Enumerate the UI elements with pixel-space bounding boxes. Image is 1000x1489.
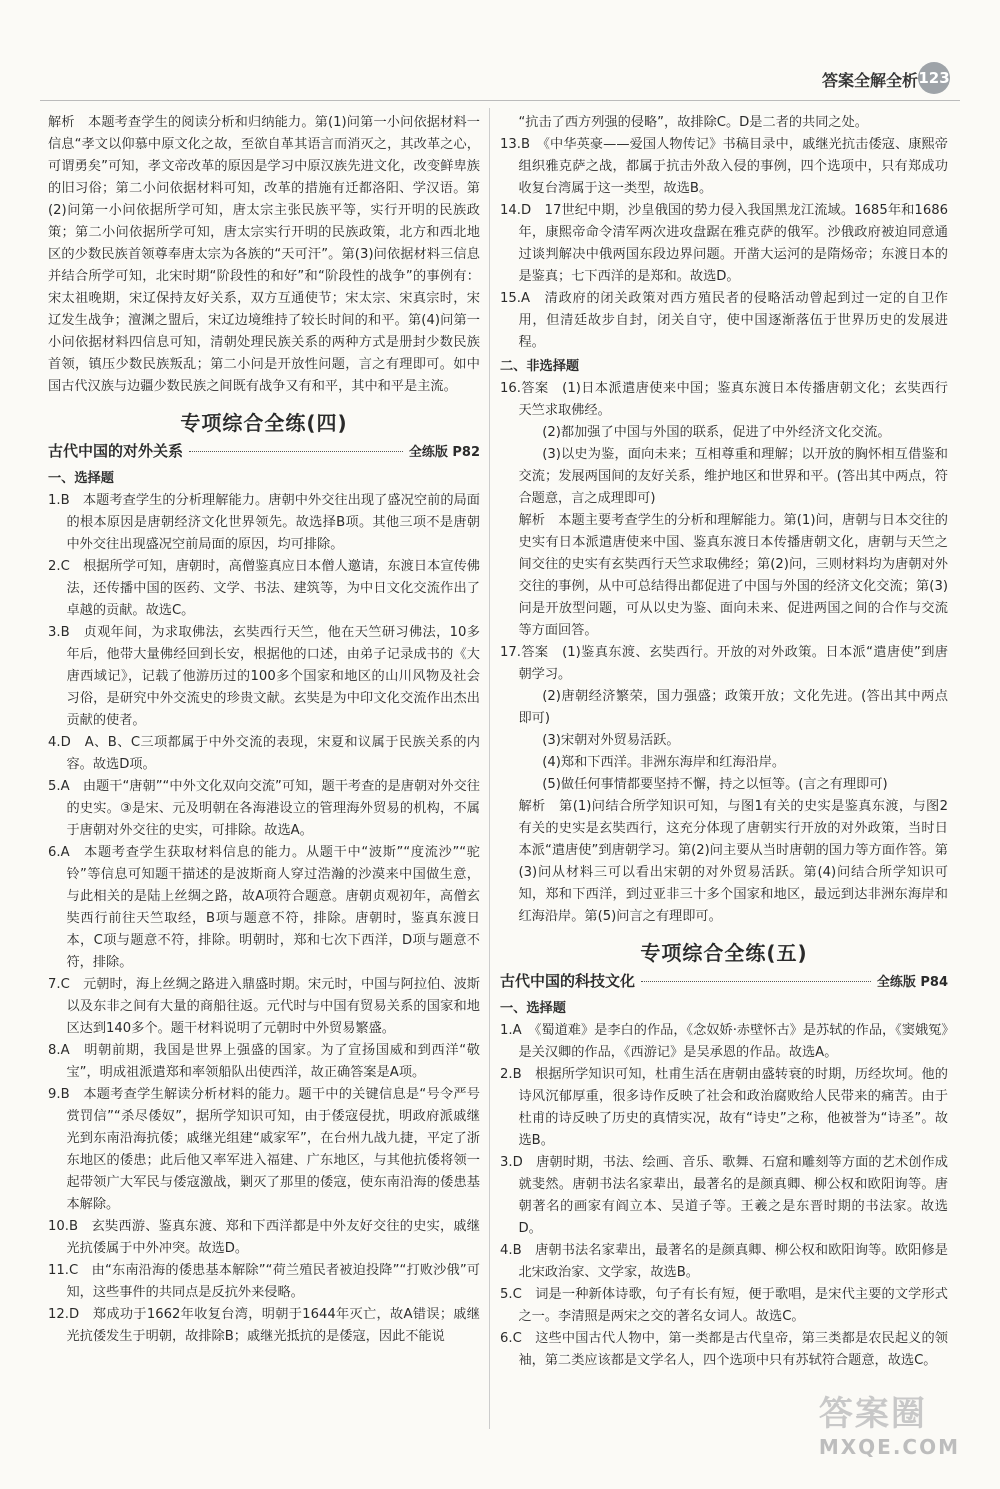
answer-subitem: (2)都加强了中国与外国的联系，促进了中外经济文化交流。 [542, 425, 891, 440]
watermark-url: MXQE.COM [818, 1435, 960, 1459]
answer-item: 5.C 词是一种新体诗歌，句子有长有短，便于歌唱，是宋代主要的文学形式之一。李清照是两宋之交的著名女词人。故选C。 [500, 1287, 948, 1324]
section-subtitle-text: 古代中国的对外关系 [48, 442, 184, 460]
answer-item: 1.A 《蜀道难》是李白的作品，《念奴娇·赤壁怀古》是苏轼的作品，《窦娥冤》是关汉卿的作品，《西游记》是吴承恩的作品。故选A。 [500, 1023, 948, 1060]
answer-subitem: (3)宋朝对外贸易活跃。 [542, 733, 680, 748]
answer-subitem: (2)唐朝经济繁荣，国力强盛；政策开放；文化先进。(答出其中两点即可) [518, 689, 948, 726]
answer-subitem: (4)郑和下西洋。非洲东海岸和红海沿岸。 [542, 755, 786, 770]
answer-item: 13.B 《中华英豪——爱国人物传记》书稿目录中，戚继光抗击倭寇、康熙帝组织雅克萨之战，都属于抗击外敌入侵的事例，四个选项中，只有郑成功收复台湾属于这一类型，故选B。 [500, 137, 948, 196]
left-column [48, 112, 480, 1348]
answer-item: 7.C 元朝时，海上丝绸之路进入鼎盛时期。宋元时，中国与阿拉伯、波斯以及东非之间有大量的商船往返。元代时与中国有贸易关系的国家和地区达到140多个。题干材料说明了元朝时中外贸易繁盛。 [48, 977, 480, 1036]
header-rule [40, 100, 960, 101]
watermark [819, 1386, 960, 1459]
answer-item: 12.D 郑成功于1662年收复台湾，明朝于1644年灭亡，故A错误；戚继光抗倭发生于明朝，故排除B；戚继光抵抗的是倭寇，因此不能说 [48, 1307, 480, 1344]
answer-item: 10.B 玄奘西游、鉴真东渡、郑和下西洋都是中外友好交往的史实，戚继光抗倭属于中外冲突。故选D。 [48, 1219, 480, 1256]
leader-dots [189, 451, 403, 452]
analysis-subitem: 解析 本题主要考查学生的分析和理解能力。第(1)问，唐朝与日本交往的史实有日本派遣唐使来中国、鉴真东渡日本传播唐朝文化，唐朝与天竺之间交往的史实有玄奘西行天竺求取佛经；第(2)问，三则材料均为唐朝对外交往的事例，从中可总结得出都促进了中国与外国的经济文化交流；第(3)问是开放型问题，可从以史为鉴、面向未来、促进两国之间的合作与交流等方面回答。 [518, 513, 948, 638]
section-ref: 全练版 P82 [408, 445, 480, 460]
category-heading: 一、选择题 [48, 471, 114, 486]
answer-item: 2.B 根据所学知识可知，杜甫生活在唐朝由盛转衰的时期，历经坎坷。他的诗风沉郁厚重，很多诗作反映了社会和政治腐败给人民带来的痛苦。由于杜甫的诗反映了历史的真情实况，故有“诗史”之称，他被誉为“诗圣”。故选B。 [500, 1067, 948, 1148]
section-title-4: 专项综合全练(四) [180, 411, 348, 435]
section-ref: 全练版 P84 [876, 975, 948, 990]
continuation-text: “抗击了西方列强的侵略”，故排除C。D是二者的共同之处。 [518, 115, 868, 130]
section-title-5: 专项综合全练(五) [640, 941, 808, 965]
page-number-badge: 123 [918, 62, 950, 94]
answer-subitem: (3)以史为鉴，面向未来；互相尊重和理解；以开放的胸怀相互借鉴和交流；发展两国间的友好关系，维护地区和世界和平。(答出其中两点，符合题意，言之成理即可) [518, 447, 948, 506]
category-heading: 一、选择题 [500, 1001, 566, 1016]
section-subtitle-5 [500, 970, 948, 994]
answer-item: 4.B 唐朝书法名家辈出，最著名的是颜真卿、柳公权和欧阳询等。欧阳修是北宋政治家、文学家，故选B。 [500, 1243, 948, 1280]
answer-item: 6.A 本题考查学生获取材料信息的能力。从题干中“波斯”“度流沙”“驼铃”等信息可知题干描述的是波斯商人穿过浩瀚的沙漠来中国做生意，与此相关的是陆上丝绸之路，故A项符合题意。唐朝贞观初年，高僧玄奘西行前往天竺取经，B项与题意不符，排除。唐朝时，鉴真东渡日本，C项与题意不符，排除。明朝时，郑和七次下西洋，D项与题意不符，排除。 [48, 845, 480, 970]
answer-item: 1.B 本题考查学生的分析理解能力。唐朝中外交往出现了盛况空前的局面的根本原因是唐朝经济文化世界领先。故选择B项。其他三项不是唐朝中外交往出现盛况空前局面的原因，均可排除。 [48, 493, 480, 552]
answer-item: 14.D 17世纪中期，沙皇俄国的势力侵入我国黑龙江流域。1685年和1686年，康熙帝命令清军两次进攻盘踞在雅克萨的俄军。沙俄政府被迫同意通过谈判解决中俄两国东段边界问题。开凿大运河的是隋炀帝；东渡日本的是鉴真；七下西洋的是郑和。故选D。 [500, 203, 948, 284]
answer-subitem: (5)做任何事情都要坚持不懈，持之以恒等。(言之有理即可) [542, 777, 888, 792]
answer-item: 11.C 由“东南沿海的倭患基本解除”“荷兰殖民者被迫投降”“打败沙俄”可知，这些事件的共同点是反抗外来侵略。 [48, 1263, 480, 1300]
section-subtitle-4 [48, 440, 480, 464]
analysis-subitem: 解析 第(1)问结合所学知识可知，与图1有关的史实是鉴真东渡，与图2有关的史实是玄奘西行，这充分体现了唐朝实行开放的对外政策，当时日本派“遣唐使”到唐朝学习。第(2)问主要从当时唐朝的国力等方面作答。第(3)问从材料三可以看出宋朝的对外贸易活跃。第(4)问结合所学知识可知，郑和下西洋，到过亚非三十多个国家和地区，最远到达非洲东海岸和红海沿岸。第(5)问言之有理即可。 [518, 799, 948, 924]
watermark-logo-text: 答案圈 [818, 1394, 927, 1434]
category-heading: 二、非选择题 [500, 359, 580, 374]
answer-item: 3.B 贞观年间，为求取佛法，玄奘西行天竺，他在天竺研习佛法，10多年后，他带大量佛经回到长安，根据他的口述，由弟子记录成书的《大唐西域记》，记载了他游历过的100多个国家和地区的山川风物及社会习俗，是研究中外交流史的珍贵文献。玄奘是为中印文化交流作出杰出贡献的使者。 [48, 625, 480, 728]
page-header-title: 答案全解全析 [821, 71, 918, 90]
answer-item: 4.D A、B、C三项都属于中外交流的表现，宋夏和议属于民族关系的内容。故选D项。 [48, 735, 480, 772]
answer-item: 16.答案 (1)日本派遣唐使来中国；鉴真东渡日本传播唐朝文化；玄奘西行天竺求取佛经。 [500, 381, 948, 418]
answer-item: 9.B 本题考查学生解读分析材料的能力。题干中的关键信息是“号令严号赏罚信”“杀尽倭奴”，据所学知识可知，由于倭寇侵扰，明政府派戚继光到东南沿海抗倭；戚继光组建“戚家军”，在台州九战九捷，平定了浙东地区的倭患；此后他又率军进入福建、广东地区，与其他抗倭将领一起带领广大军民与倭寇激战，剿灭了那里的倭寇，使东南沿海的倭患基本解除。 [48, 1087, 480, 1212]
answer-item: 5.A 由题干“唐朝”“中外文化双向交流”可知，题干考查的是唐朝对外交往的史实。③是宋、元及明朝在各海港设立的管理海外贸易的机构，不属于唐朝对外交往的史实，可排除。故选A。 [48, 779, 480, 838]
answer-item: 17.答案 (1)鉴真东渡、玄奘西行。开放的对外政策。日本派“遣唐使”到唐朝学习。 [500, 645, 948, 682]
leader-dots [641, 981, 871, 982]
answer-item: 3.D 唐朝时期，书法、绘画、音乐、歌舞、石窟和雕刻等方面的艺术创作成就斐然。唐朝书法名家辈出，最著名的是颜真卿、柳公权和欧阳询等。唐朝著名的画家有阎立本、吴道子等。王羲之是东晋时期的书法家。故选D。 [500, 1155, 948, 1236]
answer-item: 8.A 明朝前期，我国是世界上强盛的国家。为了宣扬国威和到西洋“敬宝”，明成祖派遣郑和率领船队出使西洋，故正确答案是A项。 [48, 1043, 480, 1080]
right-column [500, 112, 948, 1372]
analysis-paragraph: 解析 本题考查学生的阅读分析和归纳能力。第(1)问第一小问依据材料一信息“孝文以仰慕中原文化之故，至欲自革其语言而消灭之，其改革之心，可谓勇矣”可知，孝文帝改革的原因是学习中原汉族先进文化，改变鲜卑族的旧习俗；第二小问依据材料可知，改革的措施有迁都洛阳、学汉语。第(2)问第一小问依据所学可知，唐太宗主张民族平等，实行开明的民族政策；第二小问依据所学可知，唐太宗实行开明的民族政策，北方和西北地区的少数民族首领尊奉唐太宗为各族的“天可汗”。第(3)问依据材料三信息并结合所学可知，北宋时期“阶段性的和好”和“阶段性的战争”的事例有：宋太祖晚期，宋辽保持友好关系，双方互通使节；宋太宗、宋真宗时，宋辽发生战争；澶渊之盟后，宋辽边境维持了较长时间的和平。第(4)问第一小问依据材料四信息可知，清朝处理民族关系的两种方式是册封少数民族首领，镇压少数民族叛乱；第二小问是开放性问题，言之有理即可。如中国古代汉族与边疆少数民族之间既有战争又有和平，其中和平是主流。 [48, 115, 480, 394]
answer-item: 2.C 根据所学可知，唐朝时，高僧鉴真应日本僧人邀请，东渡日本宣传佛法，还传播中国的医药、文学、书法、建筑等，为中日文化交流作出了卓越的贡献。故选C。 [48, 559, 480, 618]
section-subtitle-text: 古代中国的科技文化 [500, 972, 636, 990]
answer-item: 6.C 这些中国古代人物中，第一类都是古代皇帝，第三类都是农民起义的领袖，第二类应该都是文学名人，四个选项中只有苏轼符合题意，故选C。 [500, 1331, 948, 1368]
column-divider [489, 108, 490, 1429]
answer-item: 15.A 清政府的闭关政策对西方殖民者的侵略活动曾起到过一定的自卫作用，但清廷故步自封，闭关自守，使中国逐渐落伍于世界历史的发展进程。 [500, 291, 948, 350]
